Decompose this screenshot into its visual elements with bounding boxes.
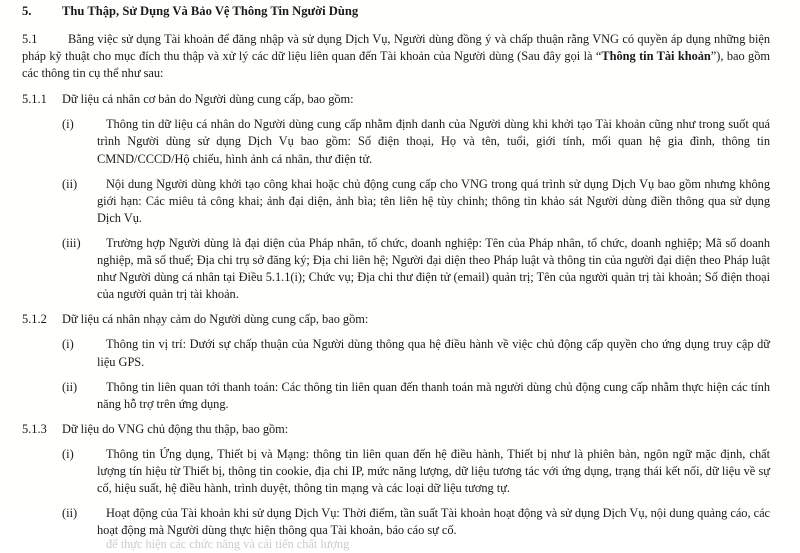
list-marker-roman: (ii) [62,506,78,521]
clause-5-1-2-number: 5.1.2 [22,312,47,327]
list-item-text: Thông tin vị trí: Dưới sự chấp thuận của Người dùng thông qua hệ điều hành về việc chủ động cấp quyền cho ứng dụng truy cập dữ liệu GPS. [97,337,770,369]
clause-5-1-2-item-i [0,336,800,370]
list-item-text: Thông tin Ứng dụng, Thiết bị và Mạng: thông tin liên quan đến hệ điều hành, Thiết bị như là phiên bản, ngôn ngữ mặc định, chất lượng tín hiệu từ Thiết bị, thông tin cookie, địa chi IP, mức năng lượng, dữ liệu tương tác với ứng dụng, trạng thái kết nối, dữ liệu về sự cố, hiệu suất, hệ điều hành, trình duyệt, thông tin mạng và các loại dữ liệu tương tự. [97,446,770,496]
clause-5-1-3-item-ii [0,505,800,552]
section-heading-number: 5. [22,4,32,18]
list-marker-roman: (i) [62,117,74,132]
list-marker-roman: (ii) [62,176,78,191]
list-item-text: Nội dung Người dùng khởi tạo công khai hoặc chủ động cung cấp cho VNG trong quá trình sử dụng Dịch Vụ bao gồm nhưng không giới hạn: Các miêu tả công khai; ảnh đại diện, ảnh bìa; tên liên hệ tùy chinh; thông tin khảo sát Người dùng điền thông qua sử dụng Dịch Vụ. [97,176,770,225]
clause-5-1-text [22,31,770,82]
list-marker-roman: (i) [62,337,74,352]
clause-5-1-1-item-ii [0,176,800,227]
clause-5-1-number: 5.1 [22,32,38,46]
clipped-next-line [0,536,800,552]
section-heading [0,3,800,20]
clause-5-1-3-item-i [0,446,800,497]
clause-5-1-text-part-2: ”), bao gồm các thông tin cụ thể như sau: [22,49,770,81]
clause-5-1 [0,31,800,82]
list-marker-roman: (iii) [62,235,81,250]
clause-5-1-1-item-i [0,116,800,167]
clause-5-1-1 [0,91,800,108]
list-item-text: Thông tin dữ liệu cá nhân do Người dùng cung cấp nhằm định danh của Người dùng khi khởi tạo Tài khoản cũng như trong suốt quá trình Người dùng sử dụng Dịch Vụ bao gồm: Số điện thoại, Họ và tên, tuổi, giới tính, mối quan hệ gia đình, thông tin CMND/CCCD/Hộ chiếu, hình ảnh cá nhân, thư điện tử. [97,117,770,166]
list-item-text: Thông tin liên quan tới thanh toán: Các thông tin liên quan đến thanh toán mà người dùng chủ động cung cấp nhằm thực hiện các tính năng hỗ trợ trên ứng dụng. [97,379,770,411]
clause-5-1-2 [0,311,800,328]
clipped-next-line-text: để thực hiện các chức năng và cải tiến chất lượng [106,537,350,552]
section-heading-title: Thu Thập, Sử Dụng Và Bảo Vệ Thông Tin Người Dùng [62,4,359,18]
clause-5-1-2-item-ii [0,379,800,413]
clause-5-1-3 [0,421,800,438]
clause-5-1-3-text: Dữ liệu do VNG chủ động thu thập, bao gồm: [62,421,289,436]
clause-5-1-1-text: Dữ liệu cá nhân cơ bản do Người dùng cung cấp, bao gồm: [62,92,354,107]
list-item-text: Hoạt động của Tài khoản khi sử dụng Dịch Vụ: Thời điểm, tần suất Tài khoản hoạt động và sử dụng Dịch Vụ, nội dung quảng cáo, các hoạt động mà Người dùng thực hiện thông qua Tài khoản, báo cáo sự cố. [97,506,771,538]
clause-5-1-1-number: 5.1.1 [22,92,47,107]
clause-5-1-3-number: 5.1.3 [22,421,47,436]
clause-5-1-2-text: Dữ liệu cá nhân nhạy cảm do Người dùng cung cấp, bao gồm: [62,312,369,327]
list-item-text: Trường hợp Người dùng là đại diện của Pháp nhân, tổ chức, doanh nghiệp: Tên của Pháp nhân, tổ chức, doanh nghiệp; Mã số doanh nghiệp, mã số thuế; Địa chi trụ sở đăng ký; Địa chi liên hệ; Người đại diện theo Pháp luật và thông tin của người đại diện theo Pháp luật như Người dùng cá nhân tại Điều 5.1.1(i); Chức vụ; Địa chi thư điện tử (email) quản trị; Tên của người quản trị tài khoản; Số điện thoại của người quản trị tài khoản. [97,235,770,302]
clause-5-1-1-item-iii [0,235,800,303]
clause-5-1-text-part-1: Bằng việc sử dụng Tài khoản để đăng nhập và sử dụng Dịch Vụ, Người dùng đồng ý và chấp thuận rằng VNG có quyền áp dụng những biện pháp kỹ thuật cho mục đích thu thập và xử lý các dữ liệu liên quan đến Tài khoản của Người dùng (Sau đây gọi là “ [22,32,770,64]
clause-5-1-bold-term: Thông tin Tài khoản [601,49,711,64]
list-marker-roman: (i) [62,446,74,461]
list-marker-roman: (ii) [62,379,78,394]
